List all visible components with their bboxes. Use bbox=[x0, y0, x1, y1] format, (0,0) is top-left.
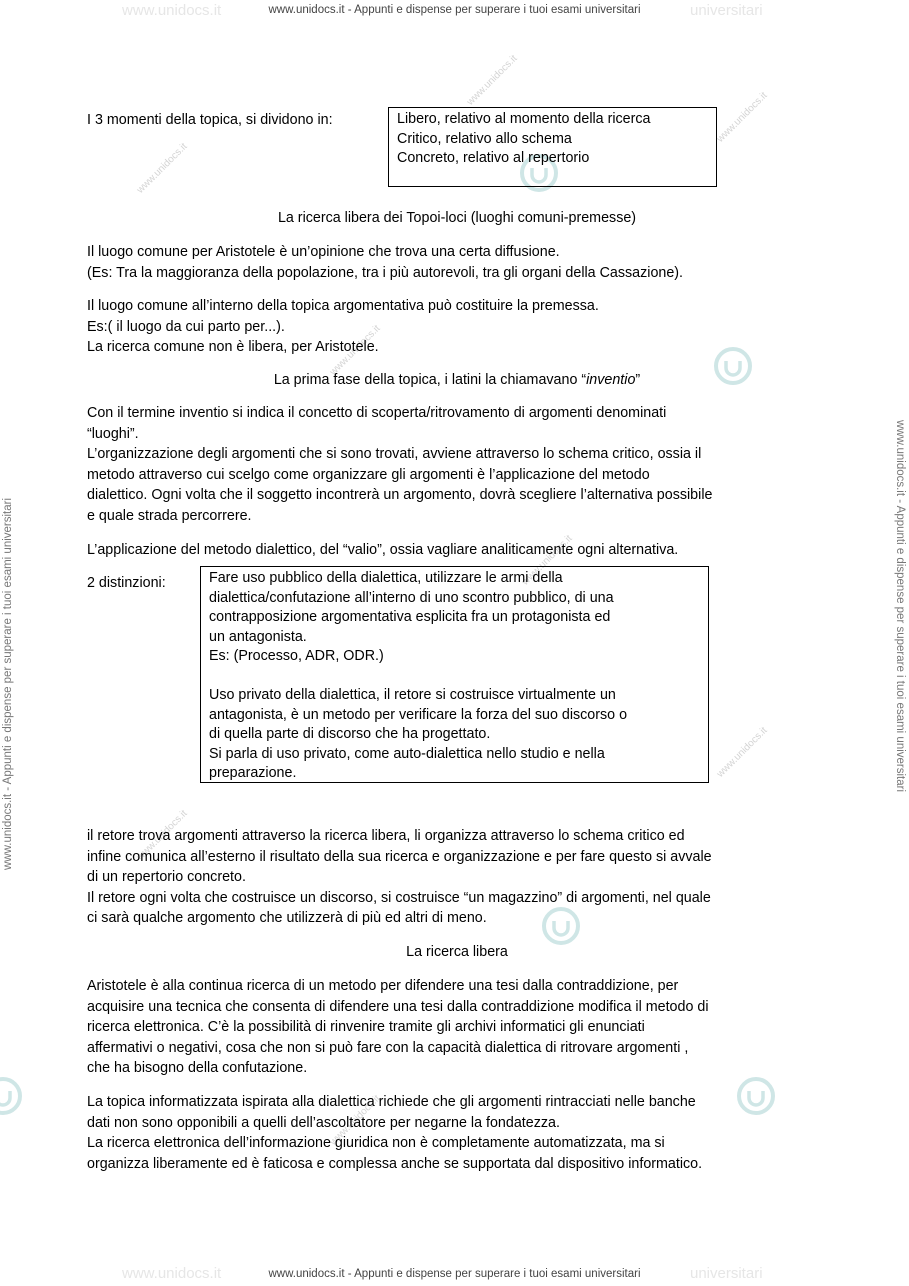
text-line: Il luogo comune all’interno della topica argomentativa può costituire la premessa. bbox=[87, 298, 599, 314]
text-line: dati non sono opponibili a quelli dell’ascoltatore per negarne la fondatezza. bbox=[87, 1114, 560, 1131]
footer-ghost-left: www.unidocs.it bbox=[122, 1265, 222, 1282]
text-line: Con il termine inventio si indica il concetto di scoperta/ritrovamento di argomenti denominati bbox=[87, 405, 667, 421]
box-line: un antagonista. bbox=[209, 628, 307, 645]
text-line: La topica informatizzata ispirata alla dialettica richiede che gli argomenti rintracciati nelle banche bbox=[87, 1094, 696, 1110]
topica-intro: I 3 momenti della topica, si dividono in: bbox=[87, 112, 333, 128]
text-line: il retore trova argomenti attraverso la ricerca libera, li organizza attraverso lo schema critico ed bbox=[87, 828, 685, 844]
heading-text: ” bbox=[635, 372, 641, 388]
paragraph bbox=[87, 296, 832, 358]
watermark-text: www.unidocs.it bbox=[135, 808, 190, 863]
paragraph bbox=[87, 1092, 832, 1174]
box-line: Si parla di uso privato, come auto-dialettica nello studio e nella bbox=[209, 745, 605, 762]
text-line: ricerca elettronica. C’è la possibilità di rinvenire tramite gli archivi informatici gli enunciati bbox=[87, 1019, 645, 1035]
text-line: L’organizzazione degli argomenti che si sono trovati, avviene attraverso lo schema critico, ossia il bbox=[87, 446, 702, 462]
paragraph bbox=[87, 826, 832, 929]
side-banner-right: www.unidocs.it - Appunti e dispense per superare i tuoi esami universitari bbox=[894, 420, 906, 793]
watermark-text: www.unidocs.it bbox=[715, 725, 770, 780]
watermark-text: www.unidocs.it bbox=[715, 90, 770, 145]
heading-italic: inventio bbox=[586, 372, 636, 388]
heading-text: La prima fase della topica, i latini la chiamavano “ bbox=[273, 372, 587, 388]
text-line: organizza liberamente ed è faticosa e complessa anche se supportata dal dispositivo informatico. bbox=[87, 1155, 703, 1172]
watermark-text: www.unidocs.it bbox=[135, 141, 190, 196]
text-line: infine comunica all’esterno il risultato della sua ricerca e organizzazione e per fare questo si avvale bbox=[87, 848, 712, 865]
text-line: La ricerca comune non è libera, per Aristotele. bbox=[87, 339, 379, 355]
box-line: di quella parte di discorso che ha progettato. bbox=[209, 726, 491, 742]
watermark-text: www.unidocs.it bbox=[465, 53, 520, 108]
watermark-text: www.unidocs.it bbox=[328, 323, 383, 378]
text-line: affermativi o negativi, cosa che non si può fare con la capacità dialettica di ritrovare argomenti , bbox=[87, 1039, 689, 1056]
text-line: Aristotele è alla continua ricerca di un metodo per difendere una tesi dalla contraddizione, per bbox=[87, 978, 679, 994]
box-line: antagonista, è un metodo per verificare la forza del suo discorso o bbox=[209, 706, 628, 723]
box-line: Libero, relativo al momento della ricerca bbox=[397, 111, 651, 127]
section-heading: La ricerca libera dei Topoi-loci (luoghi comuni-premesse) bbox=[277, 210, 637, 226]
text-line: La ricerca elettronica dell’informazione giuridica non è completamente automatizzata, ma si bbox=[87, 1135, 665, 1151]
footer-ghost-right: universitari bbox=[690, 1265, 763, 1282]
box-line: contrapposizione argomentativa esplicita fra un protagonista ed bbox=[209, 609, 611, 625]
text-line: (Es: Tra la maggioranza della popolazione, tra i più autorevoli, tra gli organi della Cassazione). bbox=[87, 264, 684, 281]
watermark-text: www.unidocs.it bbox=[328, 1093, 383, 1148]
header-ghost-right: universitari bbox=[690, 2, 763, 19]
paragraph: L’applicazione del metodo dialettico, del “valio”, ossia vagliare analiticamente ogni alternativa. bbox=[87, 542, 679, 558]
text-line: e quale strada percorrere. bbox=[87, 507, 252, 524]
text-line: Il retore ogni volta che costruisce un discorso, si costruisce “un magazzino” di argomenti, nel quale bbox=[87, 889, 711, 906]
paragraph bbox=[87, 403, 832, 526]
paragraph bbox=[87, 242, 832, 283]
paragraph bbox=[87, 976, 832, 1079]
box-line: preparazione. bbox=[209, 765, 297, 781]
text-line: di un repertorio concreto. bbox=[87, 869, 246, 885]
box-line: Critico, relativo allo schema bbox=[397, 130, 572, 147]
text-line: acquisire una tecnica che consenta di difendere una tesi dalla contraddizione modifica il metodo di bbox=[87, 998, 709, 1015]
text-line: “luoghi”. bbox=[87, 425, 139, 442]
box-line: Uso privato della dialettica, il retore si costruisce virtualmente un bbox=[209, 687, 616, 703]
section-heading bbox=[87, 370, 827, 390]
page-footer: www.unidocs.it - Appunti e dispense per superare i tuoi esami universitari bbox=[268, 1268, 641, 1280]
box-line: Concreto, relativo al repertorio bbox=[397, 150, 590, 166]
text-line: metodo attraverso cui scelgo come organizzare gli argomenti è l’applicazione del metodo bbox=[87, 466, 650, 483]
box-line: Fare uso pubblico della dialettica, utilizzare le armi della bbox=[209, 570, 563, 586]
text-line: Il luogo comune per Aristotele è un’opinione che trova una certa diffusione. bbox=[87, 244, 560, 260]
watermark-text: www.unidocs.it bbox=[520, 533, 575, 588]
header-ghost-left: www.unidocs.it bbox=[122, 2, 222, 19]
text-line: ci sarà qualche argomento che utilizzerà di più ed altri di meno. bbox=[87, 910, 487, 926]
topica-moments-box bbox=[388, 107, 717, 187]
distinzioni-box bbox=[200, 566, 709, 783]
box-line: dialettica/confutazione all’interno di uno scontro pubblico, di una bbox=[209, 589, 614, 606]
text-line: che ha bisogno della confutazione. bbox=[87, 1060, 308, 1076]
text-line: Es:( il luogo da cui parto per...). bbox=[87, 318, 285, 335]
box-line: Es: (Processo, ADR, ODR.) bbox=[209, 648, 384, 664]
page-header: www.unidocs.it - Appunti e dispense per superare i tuoi esami universitari bbox=[268, 4, 641, 16]
unidocs-logo-icon bbox=[0, 1075, 24, 1117]
distinzioni-label: 2 distinzioni: bbox=[87, 575, 166, 591]
section-heading: La ricerca libera bbox=[406, 944, 508, 960]
text-line: dialettico. Ogni volta che il soggetto incontrerà un argomento, dovrà scegliere l’alternativa possibile bbox=[87, 487, 713, 503]
side-banner-left: www.unidocs.it - Appunti e dispense per superare i tuoi esami universitari bbox=[2, 497, 14, 870]
